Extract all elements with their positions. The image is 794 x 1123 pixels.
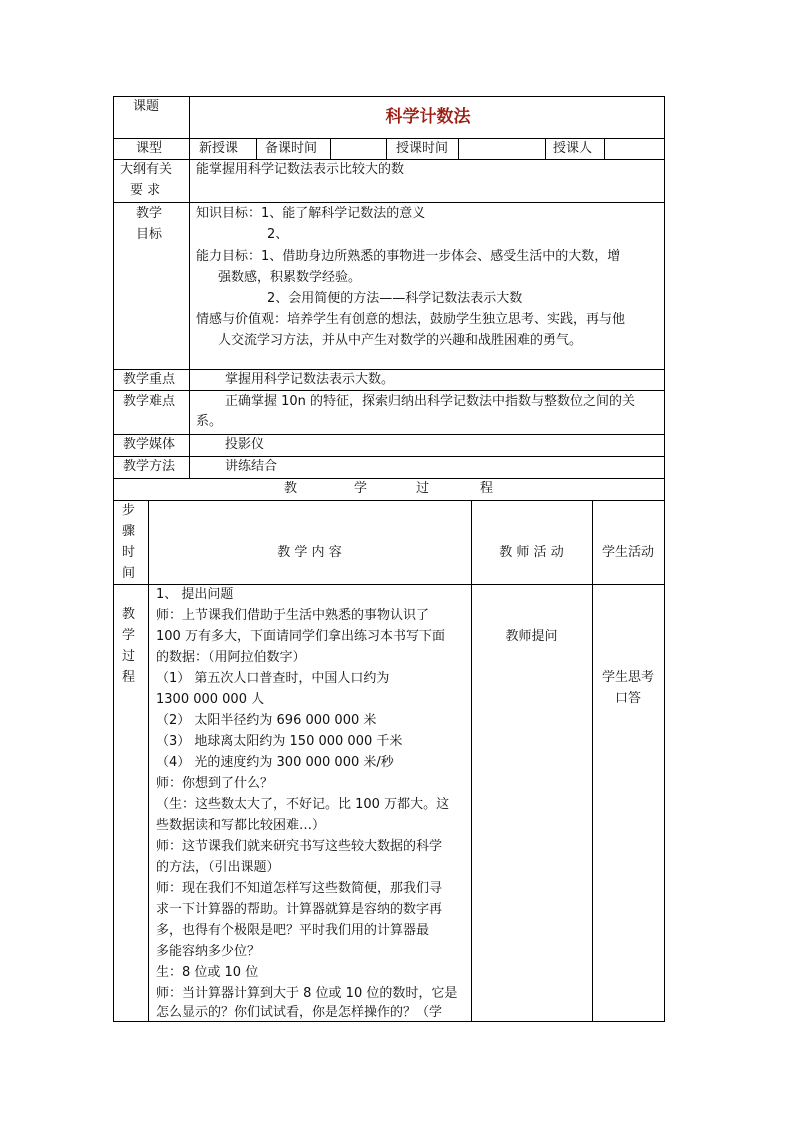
teacher-activity: 教师提问 [505, 629, 558, 644]
key-point-text: 掌握用科学记数法表示大数。 [225, 372, 395, 387]
row-step-char: 过 [122, 649, 136, 664]
goals-label-line1: 教学 [136, 206, 163, 221]
col-step-char: 步 [122, 503, 136, 518]
row-step-char: 程 [122, 670, 136, 685]
process-heading-char: 程 [480, 481, 494, 496]
outline-text: 能掌握用科学记数法表示比较大的数 [196, 162, 405, 177]
teach-time-label: 授课时间 [396, 141, 449, 156]
type-label: 课型 [136, 141, 163, 156]
goal-line: 2、 [267, 227, 289, 242]
content-line: （1） 第五次人口普查时，中国人口约为 [156, 671, 390, 686]
goal-line: 情感与价值观：培养学生有创意的想法，鼓励学生独立思考、实践，再与他 [196, 312, 626, 327]
content-line: （4） 光的速度约为 300 000 000 米/秒 [156, 755, 394, 770]
page-title: 科学计数法 [385, 107, 471, 127]
content-line: 生：8 位或 10 位 [156, 965, 259, 980]
content-line: 怎么显示的？你们试试看，你是怎样操作的？（学 [156, 1005, 443, 1020]
student-activity-line1: 学生思考 [601, 670, 654, 685]
goal-line: 强数感，积累数学经验。 [218, 270, 362, 285]
content-line: （3） 地球离太阳约为 150 000 000 千米 [156, 734, 403, 749]
outline-label-line2: 要 求 [130, 183, 161, 198]
goals-label-line2: 目标 [136, 227, 163, 242]
outline-label-line1: 大纲有关 [120, 162, 173, 177]
topic-label: 课题 [133, 99, 160, 114]
content-line: 多能容纳多少位？ [156, 944, 261, 959]
media-text: 投影仪 [225, 437, 265, 452]
method-text: 讲练结合 [225, 459, 278, 474]
col-content-header: 教 学 内 容 [277, 545, 342, 560]
content-line: 师：当计算器计算到大于 8 位或 10 位的数时，它是 [156, 986, 458, 1001]
type-value: 新授课 [199, 141, 239, 156]
content-line: 些数据读和写都比较困难…） [156, 818, 326, 833]
content-line: 师：这节课我们就来研究书写这些较大数据的科学 [156, 839, 443, 854]
col-step-char: 时 [122, 545, 136, 560]
content-line: 求一下计算器的帮助。计算器就算是容纳的数字再 [156, 902, 443, 917]
content-line: 师：你想到了什么？ [156, 776, 274, 791]
student-activity-line2: 口答 [614, 691, 641, 706]
process-heading-char: 学 [354, 481, 368, 496]
col-teacher-header: 教 师 活 动 [499, 545, 564, 560]
content-line: 师：现在我们不知道怎样写这些数简便，那我们寻 [156, 881, 443, 896]
col-student-header: 学生活动 [601, 545, 654, 560]
content-line: 的方法，（引出课题） [156, 860, 280, 875]
content-line: （生：这些数太大了，不好记。比 100 万都大。这 [156, 797, 450, 812]
difficulty-label: 教学难点 [123, 394, 176, 409]
difficulty-text-line1: 正确掌握 10n 的特征，探索归纳出科学记数法中指数与整数位之间的关 [225, 394, 636, 409]
goal-line: 知识目标：1、能了解科学记数法的意义 [196, 206, 426, 221]
goal-line: 2、会用简便的方法——科学记数法表示大数 [267, 291, 523, 306]
content-line: 师：上节课我们借助于生活中熟悉的事物认识了 [156, 608, 430, 623]
content-line: 1300 000 000 人 [156, 692, 265, 707]
goal-line: 人交流学习方法，并从中产生对数学的兴趣和战胜困难的勇气。 [218, 333, 583, 348]
key-point-label: 教学重点 [123, 372, 176, 387]
goal-line: 能力目标：1、借助身边所熟悉的事物进一步体会、感受生活中的大数，增 [196, 249, 621, 264]
teacher-label: 授课人 [553, 141, 593, 156]
content-line: 的数据：（用阿拉伯数字） [156, 650, 306, 665]
col-step-char: 骤 [122, 524, 136, 539]
method-label: 教学方法 [123, 459, 176, 474]
process-heading-char: 过 [416, 481, 430, 496]
difficulty-text-line2: 系。 [196, 414, 223, 429]
content-line: 1、 提出问题 [156, 587, 234, 602]
prep-time-label: 备课时间 [265, 141, 318, 156]
row-step-char: 教 [122, 607, 136, 622]
col-step-char: 间 [122, 566, 136, 581]
content-line: （2） 太阳半径约为 696 000 000 米 [156, 713, 377, 728]
row-step-char: 学 [122, 628, 136, 643]
process-heading-char: 教 [284, 481, 298, 496]
media-label: 教学媒体 [123, 437, 176, 452]
content-line: 多，也得有个极限是吧？平时我们用的计算器最 [156, 923, 430, 938]
content-line: 100 万有多大，下面请同学们拿出练习本书写下面 [156, 629, 445, 644]
